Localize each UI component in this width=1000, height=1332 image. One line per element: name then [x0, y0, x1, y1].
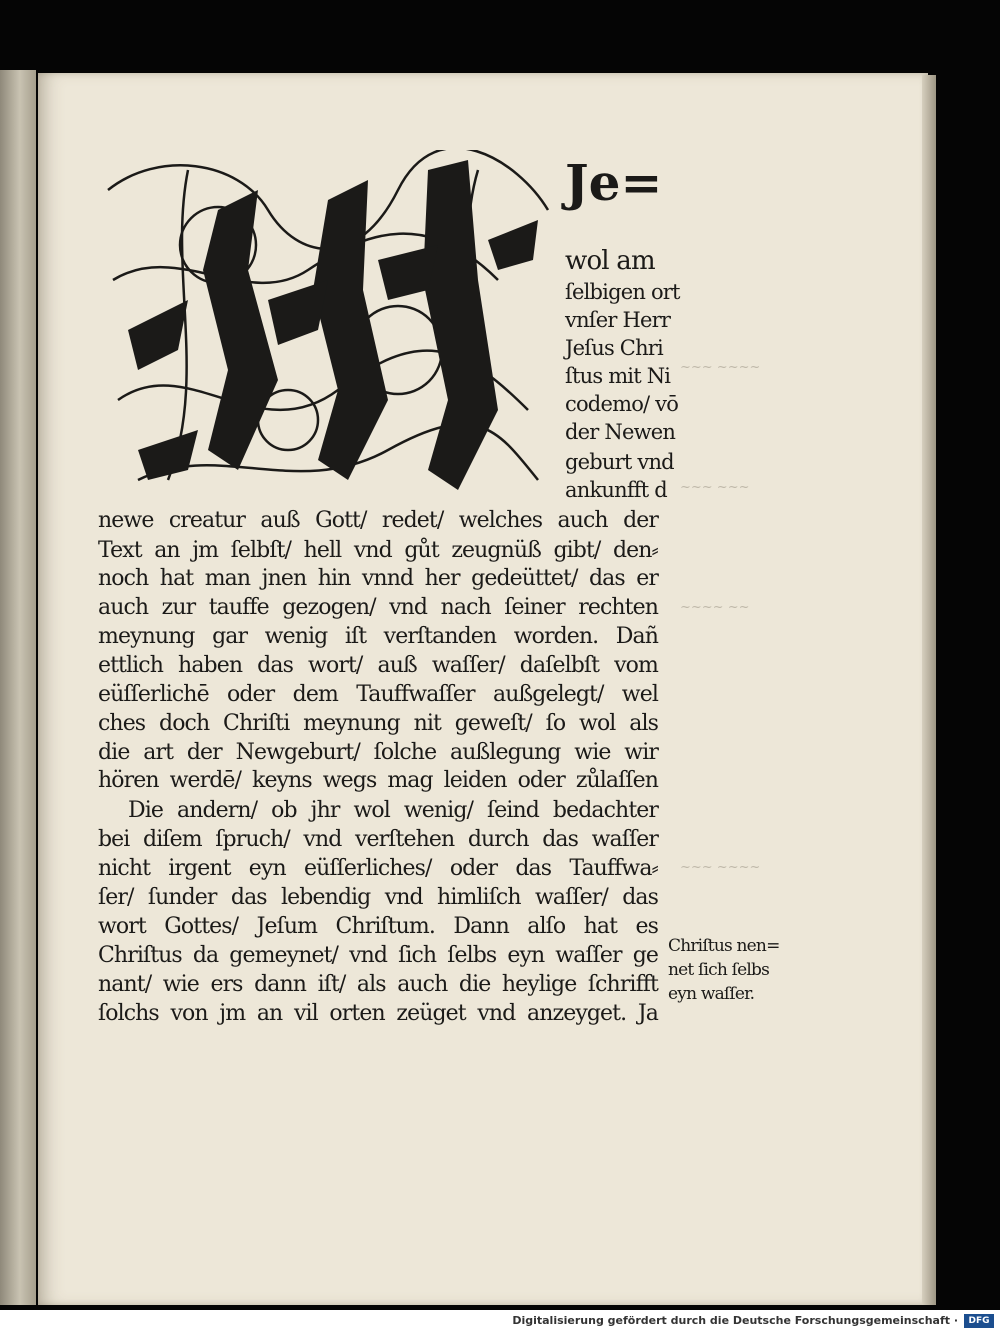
margin-note-line: eyn waſſer. [668, 984, 755, 1004]
text-line: bei diſem ſpruch/ vnd verſtehen durch das waſſer [98, 827, 658, 852]
bleed-through-mark: ~~~~ ~~ [680, 600, 750, 615]
initial-beside-line: ſtus mit Ni [565, 364, 671, 388]
bleed-through-mark: ~~~ ~~~ [680, 480, 750, 495]
text-line: ches doch Chriſti meynung nit geweſt/ ſo wol als [98, 711, 658, 736]
footer-credit: Digitalisierung gefördert durch die Deutsche Forschungsgemeinschaft · [512, 1314, 958, 1327]
text-line: Die andern/ ob jhr wol wenig/ ſeind bedachter [128, 798, 658, 823]
initial-beside-line: wol am [565, 246, 655, 276]
footer-bar [0, 1310, 1000, 1332]
previous-page-edge [0, 70, 36, 1305]
text-line: newe creatur auß Gott/ redet/ welches auch der [98, 508, 658, 533]
text-line: nicht irgent eyn eüſſerliches/ oder das Tauffwa⸗ [98, 856, 658, 881]
text-line: eüſſerlichē oder dem Tauffwaſſer außgelegt/ wel [98, 682, 658, 707]
text-line: wort Gottes/ Jeſum Chriſtum. Dann alſo hat es [98, 914, 658, 939]
decorative-initial-letter [98, 150, 558, 500]
text-line: ſer/ ſunder das lebendig vnd himliſch waſſer/ das [98, 885, 658, 910]
text-line: auch zur tauffe gezogen/ vnd nach ſeiner rechten [98, 595, 658, 620]
initial-beside-line: geburt vnd [565, 450, 674, 474]
text-line: nant/ wie ers dann iſt/ als auch die heylige ſchrifft [98, 972, 658, 997]
bleed-through-mark: ~~~ ~~~~ [680, 360, 761, 375]
bleed-through-mark: ~~~ ~~~~ [680, 860, 761, 875]
initial-beside-line: ankunfft d [565, 478, 667, 502]
margin-note-line: Chriſtus nen= [668, 936, 780, 956]
text-line: Chriſtus da gemeynet/ vnd ſich ſelbs eyn waſſer ge [98, 943, 658, 968]
text-line: ſolchs von jm an vil orten zeüget vnd anzeyget. Ja [98, 1001, 658, 1026]
initial-beside-line: codemo/ vō [565, 392, 679, 416]
initial-beside-line: Jeſus Chri [565, 336, 663, 360]
text-line: noch hat man jnen hin vnnd her gedeüttet/ das er [98, 566, 658, 591]
dfg-logo-icon: DFG [964, 1314, 994, 1328]
text-line: ettlich haben das wort/ auß waſſer/ daſelbſt vom [98, 653, 658, 678]
text-line: hören werdē/ keyns wegs mag leiden oder zůlaſſen [98, 768, 658, 793]
initial-beside-line: Je= [565, 153, 663, 212]
initial-beside-line: ſelbigen ort [565, 280, 680, 304]
initial-beside-line: der Newen [565, 420, 676, 444]
text-line: Text an jm ſelbſt/ hell vnd gůt zeugnüß gibt/ den⸗ [98, 538, 658, 563]
text-line: die art der Newgeburt/ ſolche außlegung wie wir [98, 740, 658, 765]
margin-note-line: net ſich ſelbs [668, 960, 770, 980]
initial-beside-line: vnſer Herr [565, 308, 671, 332]
page-fore-edge [922, 75, 936, 1305]
text-line: meynung gar wenig iſt verſtanden worden. Dañ [98, 624, 658, 649]
